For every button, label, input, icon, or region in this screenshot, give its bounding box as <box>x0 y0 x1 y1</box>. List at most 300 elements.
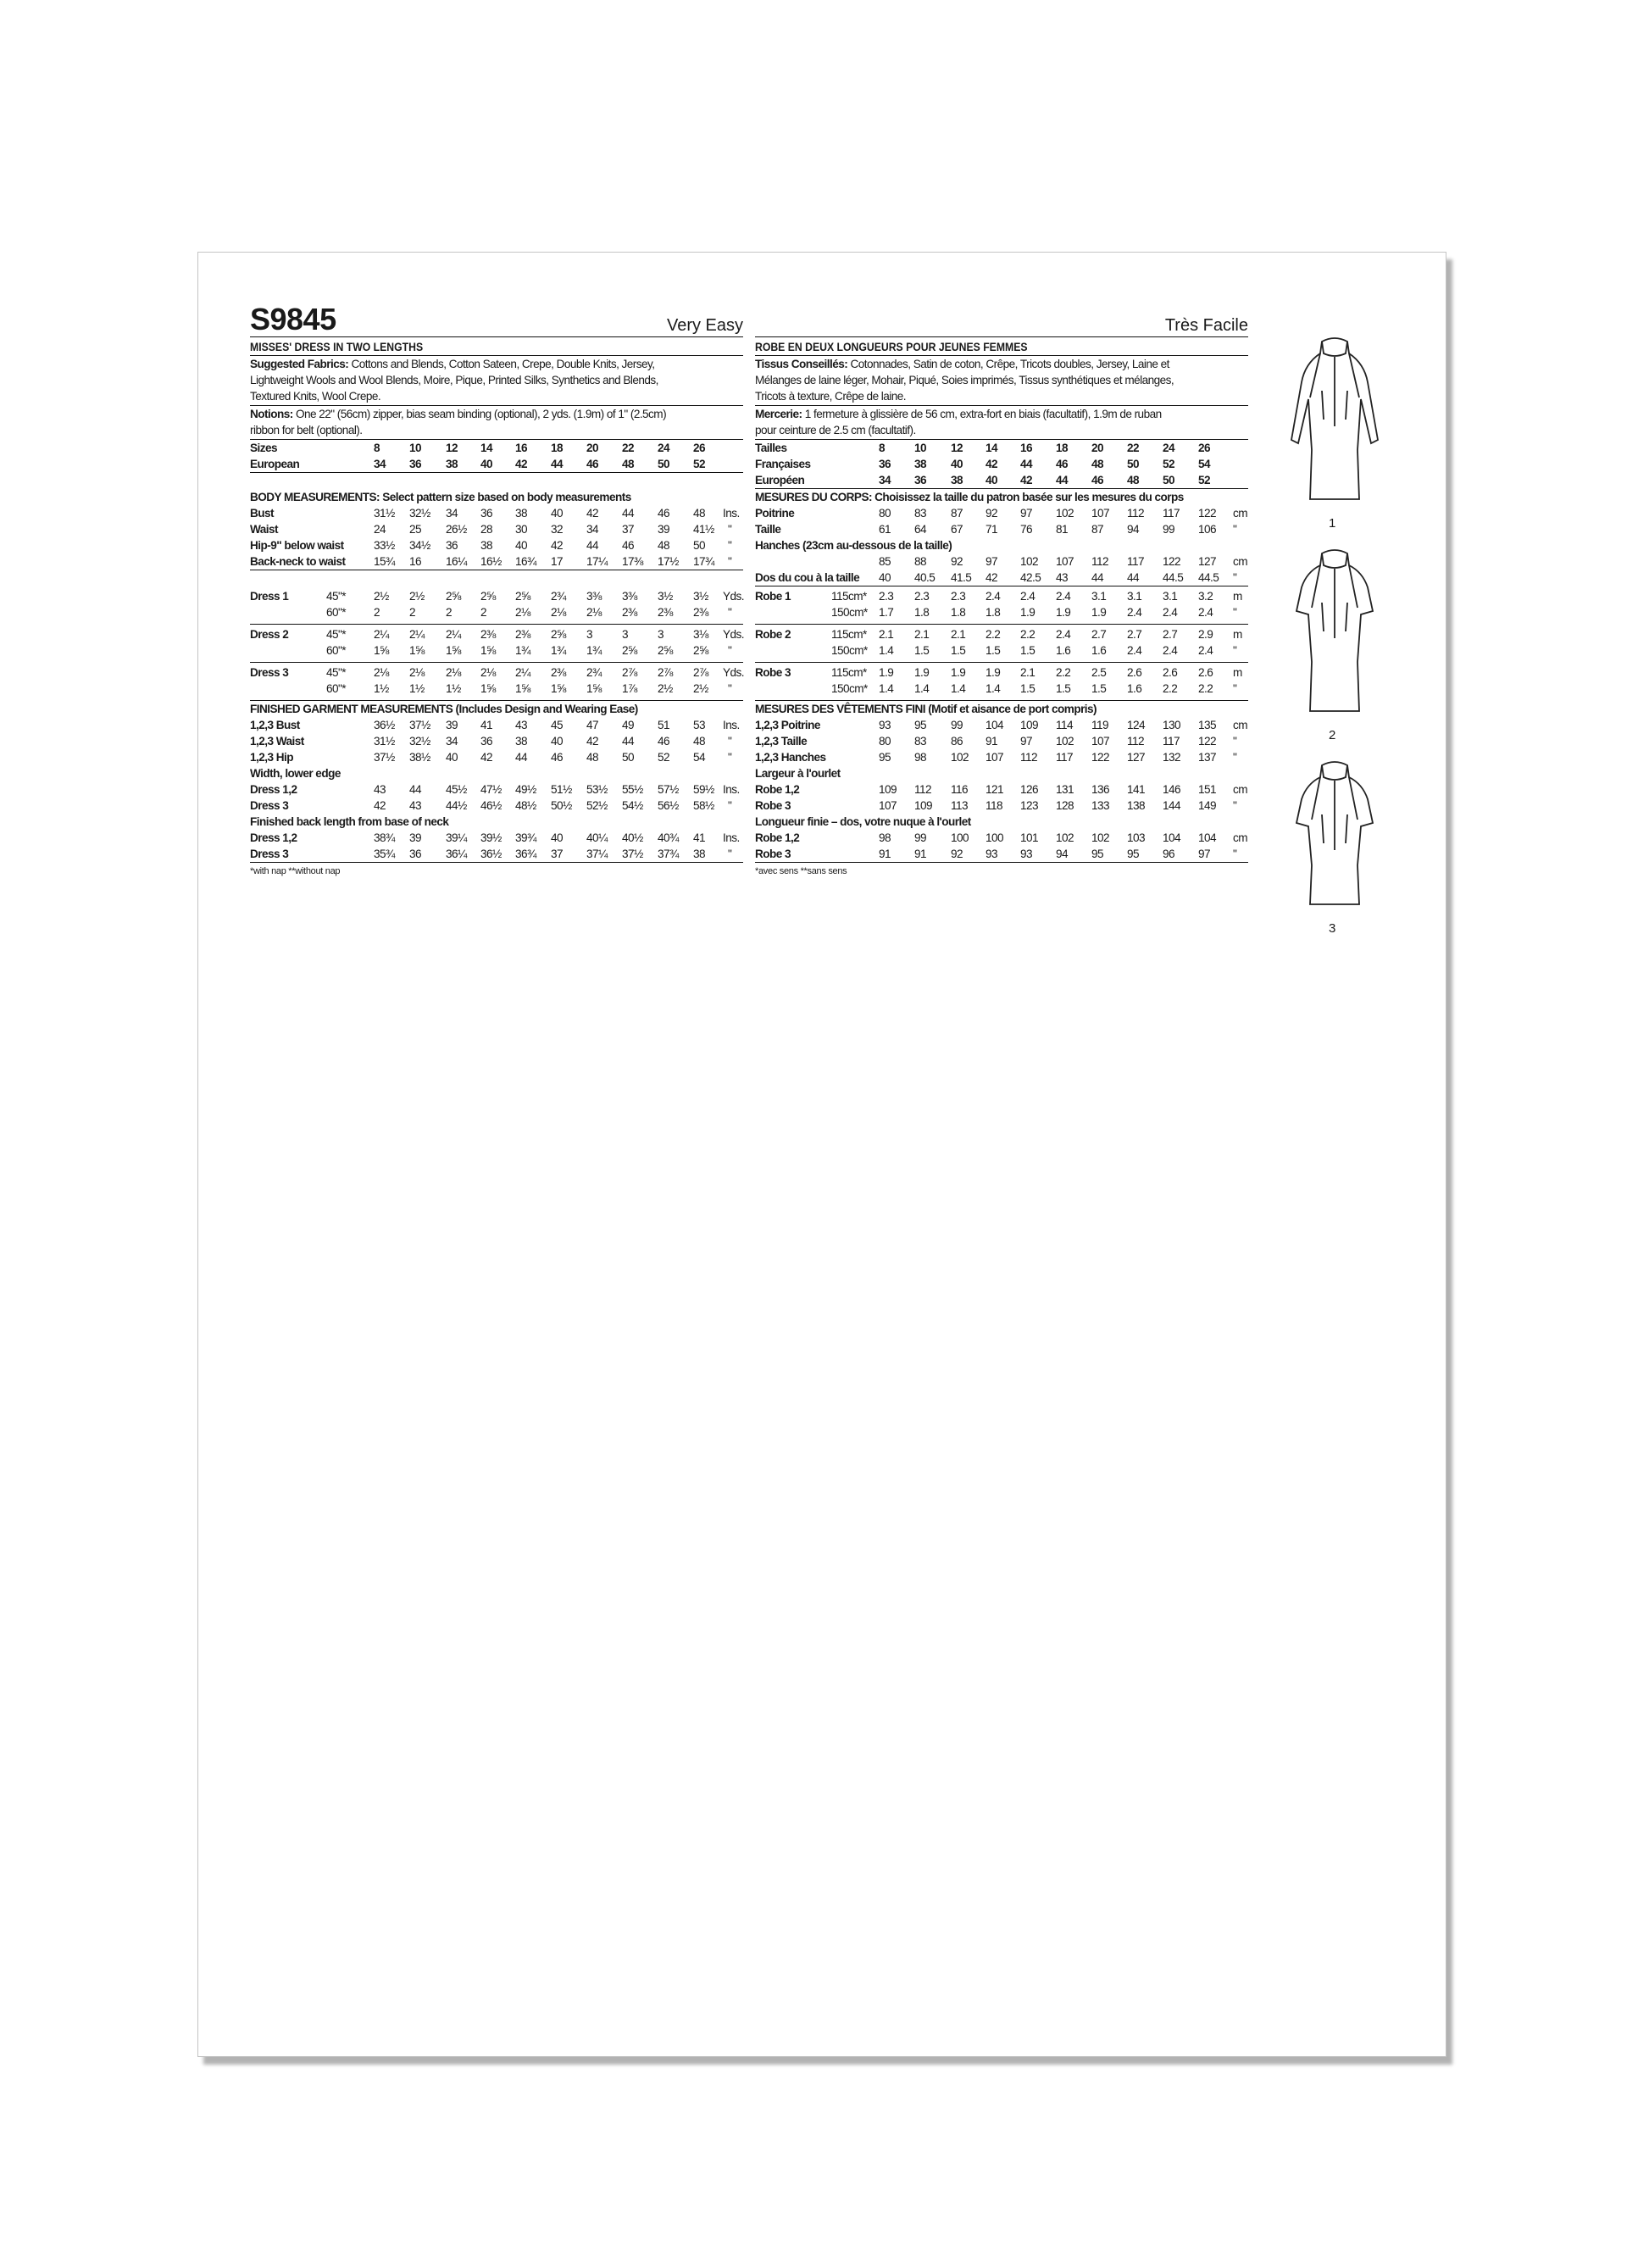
row-label: Hanches (23cm au-dessous de la taille) <box>755 539 952 552</box>
view-2-illustration <box>1273 543 1400 755</box>
size-value-cell: 107 <box>1056 555 1074 568</box>
size-value-cell: 118 <box>986 799 1003 812</box>
size-value-cell: 2.4 <box>986 590 1001 603</box>
yardage-row <box>755 604 1248 620</box>
size-value-cell: 1¾ <box>586 644 602 657</box>
table-row <box>250 765 743 781</box>
table-row <box>755 733 1248 749</box>
yardage-group <box>755 662 1248 700</box>
size-value-cell: 53 <box>693 719 706 731</box>
size-value-cell: 2⅝ <box>480 590 496 603</box>
size-value-cell: 44 <box>515 751 528 764</box>
size-value-cell: 18 <box>551 442 564 454</box>
size-value-cell: 2.6 <box>1127 666 1142 679</box>
size-value-cell: 1.6 <box>1127 682 1142 695</box>
size-value-cell: 95 <box>1127 848 1140 860</box>
size-value-cell: 34 <box>446 507 458 520</box>
notions-paragraph: Notions: One 22" (56cm) zipper, bias seam binding (optional), 2 yds. (1.9m) of 1" (2.5cm) ribbon for belt (optional). <box>250 406 743 440</box>
size-value-cell: 24 <box>658 442 670 454</box>
size-value-cell: 2.3 <box>951 590 966 603</box>
size-value-cell: 86 <box>951 735 963 748</box>
size-value-cell: 8 <box>374 442 380 454</box>
size-value-cell: 3⅛ <box>693 628 708 641</box>
size-value-cell: 2⅛ <box>374 666 389 679</box>
size-value-cell: 3 <box>622 628 629 641</box>
yardage-group <box>755 586 1248 624</box>
size-value-cell: 34½ <box>409 539 430 552</box>
difficulty-label: Very Easy <box>666 316 743 335</box>
size-value-cell: 35¾ <box>374 848 395 860</box>
size-value-cell: 14 <box>986 442 998 454</box>
yardage-row <box>755 642 1248 659</box>
difficulty-label-fr: Très Facile <box>1164 316 1248 335</box>
garment-title: MISSES' DRESS IN TWO LENGTHS <box>250 339 743 356</box>
size-value-cell: 93 <box>986 848 998 860</box>
size-value-cell: 39 <box>409 831 422 844</box>
size-value-cell: 2.2 <box>1198 682 1213 695</box>
size-value-cell: 2 <box>480 606 487 619</box>
size-value-cell: 40 <box>480 458 493 470</box>
size-value-cell: 3.1 <box>1163 590 1178 603</box>
size-value-cell: 38 <box>951 474 963 486</box>
size-value-cell: 94 <box>1056 848 1069 860</box>
size-value-cell: 44.5 <box>1163 571 1184 584</box>
size-value-cell: 46 <box>1091 474 1104 486</box>
row-label: Back-neck to waist <box>250 555 346 568</box>
size-value-cell: 40 <box>879 571 891 584</box>
row-label: 1,2,3 Hip <box>250 751 293 764</box>
size-value-cell: 49 <box>622 719 635 731</box>
size-value-cell: 40½ <box>622 831 643 844</box>
size-value-cell: 92 <box>986 507 998 520</box>
size-value-cell: 39 <box>446 719 458 731</box>
size-value-cell: 1.5 <box>914 644 930 657</box>
table-row <box>755 537 1248 553</box>
size-value-cell: 26½ <box>446 523 467 536</box>
french-header <box>755 303 1248 337</box>
row-label: Robe 2 <box>755 628 791 641</box>
size-value-cell: 2.4 <box>1163 606 1178 619</box>
size-value-cell: 17¾ <box>693 555 714 568</box>
size-value-cell: 14 <box>480 442 493 454</box>
size-value-cell: 1.9 <box>951 666 966 679</box>
size-value-cell: 2¾ <box>551 590 566 603</box>
size-value-cell: 102 <box>1091 831 1110 844</box>
unit-label: " <box>1233 571 1237 584</box>
unit-label: " <box>728 555 732 568</box>
size-value-cell: 1.4 <box>951 682 966 695</box>
table-row <box>250 814 743 830</box>
size-value-cell: 2⅛ <box>480 666 496 679</box>
size-value-cell: 44 <box>1020 458 1033 470</box>
fabric-width-label: 150cm* <box>831 644 868 657</box>
size-value-cell: 46 <box>658 507 670 520</box>
size-value-cell: 2¾ <box>586 666 602 679</box>
row-label: Bust <box>250 507 275 520</box>
table-row <box>250 733 743 749</box>
size-value-cell: 36 <box>480 735 493 748</box>
size-value-cell: 107 <box>1091 735 1110 748</box>
size-value-cell: 2.3 <box>879 590 894 603</box>
size-value-cell: 61 <box>879 523 891 536</box>
size-value-cell: 53½ <box>586 783 608 796</box>
size-value-cell: 95 <box>879 751 891 764</box>
size-value-cell: 15¾ <box>374 555 395 568</box>
yardage-row <box>755 664 1248 681</box>
row-label: Robe 3 <box>755 848 791 860</box>
dress-2-short-sleeve-drawing <box>1288 543 1381 721</box>
yardage-row <box>250 681 743 697</box>
table-header: FINISHED GARMENT MEASUREMENTS (Includes Design and Wearing Ease) <box>250 703 638 715</box>
size-value-cell: 36¼ <box>446 848 467 860</box>
size-value-cell: 88 <box>914 555 927 568</box>
table-row <box>755 830 1248 846</box>
row-label: Dress 3 <box>250 848 289 860</box>
yardage-row <box>250 604 743 620</box>
size-value-cell: 44 <box>622 507 635 520</box>
size-value-cell: 2⅜ <box>658 606 673 619</box>
footnote: *with nap **without nap <box>250 866 341 876</box>
size-value-cell: 50 <box>1163 474 1175 486</box>
size-value-cell: 28 <box>480 523 493 536</box>
size-value-cell: 17¼ <box>586 555 608 568</box>
size-value-cell: 55½ <box>622 783 643 796</box>
size-value-cell: 1⅝ <box>446 644 461 657</box>
size-value-cell: 51½ <box>551 783 572 796</box>
size-value-cell: 97 <box>1020 735 1033 748</box>
unit-label: cm <box>1233 507 1248 520</box>
row-label: Européen <box>755 474 805 486</box>
size-value-cell: 1.9 <box>1020 606 1035 619</box>
size-value-cell: 12 <box>446 442 458 454</box>
yardage-row <box>755 626 1248 642</box>
table-row <box>755 553 1248 570</box>
size-value-cell: 50 <box>693 539 706 552</box>
size-value-cell: 1.9 <box>1091 606 1107 619</box>
size-value-cell: 31½ <box>374 735 395 748</box>
size-value-cell: 116 <box>951 783 969 796</box>
size-value-cell: 41 <box>480 719 493 731</box>
notions-paragraph-fr: Mercerie: 1 fermeture à glissière de 56 cm, extra-fort en biais (facultatif), 1.9m de ruban pour ceinture de 2.5 cm (facultatif). <box>755 406 1248 440</box>
table-row <box>755 765 1248 781</box>
yardage-row <box>755 588 1248 604</box>
size-value-cell: 2¼ <box>446 628 461 641</box>
size-value-cell: 2.2 <box>1056 666 1071 679</box>
size-value-cell: 36½ <box>480 848 502 860</box>
size-value-cell: 1⅝ <box>409 644 425 657</box>
row-label: 1,2,3 Taille <box>755 735 808 748</box>
size-value-cell: 132 <box>1163 751 1181 764</box>
size-value-cell: 2⅝ <box>658 644 673 657</box>
size-value-cell: 52 <box>693 458 706 470</box>
size-value-cell: 30 <box>515 523 528 536</box>
unit-label: " <box>728 848 732 860</box>
size-value-cell: 109 <box>879 783 897 796</box>
size-value-cell: 48 <box>1091 458 1104 470</box>
garment-title-fr: ROBE EN DEUX LONGUEURS POUR JEUNES FEMMES <box>755 339 1248 356</box>
size-value-cell: 46 <box>1056 458 1069 470</box>
size-value-cell: 16½ <box>480 555 502 568</box>
english-header <box>250 303 743 337</box>
size-value-cell: 2.4 <box>1056 590 1071 603</box>
size-value-cell: 31½ <box>374 507 395 520</box>
size-value-cell: 2.6 <box>1198 666 1213 679</box>
size-value-cell: 42 <box>374 799 386 812</box>
size-value-cell: 104 <box>1198 831 1217 844</box>
unit-label: " <box>728 606 732 619</box>
row-label: 1,2,3 Bust <box>250 719 300 731</box>
size-value-cell: 50 <box>658 458 670 470</box>
size-value-cell: 40 <box>986 474 998 486</box>
size-value-cell: 107 <box>1091 507 1110 520</box>
size-value-cell: 36 <box>409 458 422 470</box>
size-value-cell: 1.7 <box>879 606 894 619</box>
size-value-cell: 44 <box>1127 571 1140 584</box>
size-value-cell: 37 <box>622 523 635 536</box>
size-value-cell: 103 <box>1127 831 1146 844</box>
pattern-number: S9845 <box>250 302 336 336</box>
size-value-cell: 126 <box>1020 783 1039 796</box>
row-label: Dress 2 <box>250 628 289 641</box>
size-value-cell: 34 <box>374 458 386 470</box>
size-value-cell: 1.8 <box>951 606 966 619</box>
size-value-cell: 38¾ <box>374 831 395 844</box>
table-row <box>250 553 743 570</box>
size-value-cell: 127 <box>1198 555 1217 568</box>
size-value-cell: 43 <box>409 799 422 812</box>
size-value-cell: 2.4 <box>1198 644 1213 657</box>
row-label: Taille <box>755 523 781 536</box>
size-value-cell: 99 <box>914 831 927 844</box>
table-row <box>250 846 743 862</box>
size-value-cell: 3½ <box>693 590 708 603</box>
row-label: Waist <box>250 523 278 536</box>
size-value-cell: 3.2 <box>1198 590 1213 603</box>
size-value-cell: 44 <box>551 458 564 470</box>
size-value-cell: 95 <box>1091 848 1104 860</box>
size-value-cell: 85 <box>879 555 891 568</box>
size-value-cell: 2.3 <box>914 590 930 603</box>
size-value-cell: 2⅛ <box>409 666 425 679</box>
size-value-cell: 1.4 <box>986 682 1001 695</box>
row-label: Dress 3 <box>250 799 289 812</box>
size-value-cell: 102 <box>1056 831 1074 844</box>
size-value-cell: 1⅝ <box>374 644 389 657</box>
table-header: MESURES DES VÊTEMENTS FINI (Motif et aisance de port compris) <box>755 703 1097 715</box>
table-row <box>755 570 1248 586</box>
size-value-cell: 51 <box>658 719 670 731</box>
size-value-cell: 49½ <box>515 783 536 796</box>
size-value-cell: 146 <box>1163 783 1181 796</box>
size-value-cell: 1⅝ <box>551 682 566 695</box>
size-value-cell: 44 <box>1091 571 1104 584</box>
row-label: Robe 1 <box>755 590 791 603</box>
size-value-cell: 136 <box>1091 783 1110 796</box>
size-value-cell: 1.5 <box>986 644 1001 657</box>
size-value-cell: 36 <box>446 539 458 552</box>
size-value-cell: 112 <box>1127 735 1145 748</box>
row-label: Robe 1,2 <box>755 783 800 796</box>
size-value-cell: 2.2 <box>1163 682 1178 695</box>
table-row <box>250 537 743 553</box>
size-value-cell: 3 <box>658 628 664 641</box>
size-value-cell: 42 <box>586 735 599 748</box>
size-value-cell: 24 <box>374 523 386 536</box>
table-row <box>250 781 743 798</box>
fabric-width-label: 45"* <box>326 590 347 603</box>
size-value-cell: 107 <box>986 751 1004 764</box>
row-label: 1,2,3 Waist <box>250 735 304 748</box>
size-value-cell: 1.5 <box>1020 644 1035 657</box>
fabric-width-label: 115cm* <box>831 628 867 641</box>
size-value-cell: 135 <box>1198 719 1217 731</box>
size-value-cell: 2⅛ <box>586 606 602 619</box>
size-value-cell: 40 <box>551 831 564 844</box>
size-value-cell: 1.9 <box>986 666 1001 679</box>
size-value-cell: 97 <box>1020 507 1033 520</box>
size-value-cell: 59½ <box>693 783 714 796</box>
size-value-cell: 37½ <box>374 751 395 764</box>
unit-label: cm <box>1233 555 1248 568</box>
size-value-cell: 2 <box>374 606 380 619</box>
fabrics-paragraph-fr: Tissus Conseillés: Cotonnades, Satin de coton, Crêpe, Tricots doubles, Jersey, Laine et Mélanges de laine léger, Mohair, Piqué, Soies imprimés, Tissus synthétiques et mélanges, Tricots à texture, Crêpe de laine. <box>755 356 1248 406</box>
unit-label: Ins. <box>723 719 740 731</box>
size-value-cell: 3½ <box>658 590 673 603</box>
size-value-cell: 106 <box>1198 523 1217 536</box>
table-row <box>755 505 1248 521</box>
footnote-fr: *avec sens **sans sens <box>755 866 847 876</box>
table-row <box>250 749 743 765</box>
unit-label: Yds. <box>723 666 745 679</box>
size-value-cell: 2.4 <box>1198 606 1213 619</box>
size-value-cell: 36¾ <box>515 848 536 860</box>
size-value-cell: 1½ <box>409 682 425 695</box>
table-row <box>250 456 743 472</box>
size-value-cell: 40¼ <box>586 831 608 844</box>
size-value-cell: 67 <box>951 523 963 536</box>
size-value-cell: 2⅝ <box>693 644 708 657</box>
size-value-cell: 2⅞ <box>693 666 708 679</box>
unit-label: " <box>728 523 732 536</box>
size-value-cell: 2.4 <box>1020 590 1035 603</box>
size-value-cell: 44 <box>622 735 635 748</box>
size-value-cell: 3⅜ <box>586 590 602 603</box>
size-value-cell: 42 <box>986 571 998 584</box>
size-value-cell: 50 <box>622 751 635 764</box>
table-row <box>755 846 1248 862</box>
size-value-cell: 52 <box>1198 474 1211 486</box>
size-value-cell: 48 <box>622 458 635 470</box>
size-value-cell: 123 <box>1020 799 1039 812</box>
size-value-cell: 96 <box>1163 848 1175 860</box>
size-value-cell: 1.9 <box>914 666 930 679</box>
size-value-cell: 2¼ <box>409 628 425 641</box>
size-value-cell: 2.5 <box>1091 666 1107 679</box>
size-value-cell: 102 <box>1020 555 1039 568</box>
size-value-cell: 99 <box>951 719 963 731</box>
size-value-cell: 149 <box>1198 799 1217 812</box>
size-value-cell: 1.5 <box>1020 682 1035 695</box>
size-value-cell: 2.4 <box>1163 644 1178 657</box>
row-label: Dress 1,2 <box>250 831 297 844</box>
table-header: BODY MEASUREMENTS: Select pattern size based on body measurements <box>250 491 631 503</box>
table-row <box>755 521 1248 537</box>
yardage-group <box>250 624 743 662</box>
unit-label: Ins. <box>723 783 740 796</box>
size-value-cell: 104 <box>1163 831 1181 844</box>
size-value-cell: 131 <box>1056 783 1074 796</box>
size-value-cell: 2.4 <box>1127 606 1142 619</box>
size-value-cell: 37½ <box>622 848 643 860</box>
table-row <box>250 440 743 456</box>
row-label: Tailles <box>755 442 787 454</box>
yardage-row <box>250 642 743 659</box>
fabric-width-label: 115cm* <box>831 666 867 679</box>
size-value-cell: 1.6 <box>1056 644 1071 657</box>
size-value-cell: 1⅝ <box>480 644 496 657</box>
size-value-cell: 32½ <box>409 735 430 748</box>
table-row <box>250 521 743 537</box>
size-value-cell: 1.4 <box>879 644 894 657</box>
size-value-cell: 41½ <box>693 523 714 536</box>
size-value-cell: 39 <box>658 523 670 536</box>
unit-label: cm <box>1233 783 1248 796</box>
size-value-cell: 2.4 <box>1127 644 1142 657</box>
size-value-cell: 20 <box>586 442 599 454</box>
row-label: Longueur finie – dos, votre nuque à l'ourlet <box>755 815 971 828</box>
size-value-cell: 37½ <box>409 719 430 731</box>
size-value-cell: 34 <box>446 735 458 748</box>
size-value-cell: 2⅝ <box>551 628 566 641</box>
sizes-table <box>250 440 743 473</box>
size-value-cell: 2⅛ <box>515 606 530 619</box>
size-value-cell: 2.6 <box>1163 666 1178 679</box>
size-value-cell: 2⅞ <box>658 666 673 679</box>
unit-label: " <box>1233 799 1237 812</box>
view-illustrations <box>1273 331 1400 967</box>
size-value-cell: 45½ <box>446 783 467 796</box>
size-value-cell: 42 <box>586 507 599 520</box>
yardage-table-fr <box>755 586 1248 701</box>
size-value-cell: 20 <box>1091 442 1104 454</box>
size-value-cell: 18 <box>1056 442 1069 454</box>
size-value-cell: 8 <box>879 442 886 454</box>
size-value-cell: 32½ <box>409 507 430 520</box>
fabric-width-label: 150cm* <box>831 682 868 695</box>
row-label: Dress 1,2 <box>250 783 297 796</box>
size-value-cell: 48 <box>1127 474 1140 486</box>
fabric-width-label: 45"* <box>326 666 347 679</box>
yardage-table <box>250 586 743 701</box>
size-value-cell: 44 <box>409 783 422 796</box>
size-value-cell: 133 <box>1091 799 1110 812</box>
size-value-cell: 144 <box>1163 799 1181 812</box>
row-label: Hip-9" below waist <box>250 539 344 552</box>
unit-label: " <box>728 682 732 695</box>
size-value-cell: 80 <box>879 507 891 520</box>
size-value-cell: 2⅛ <box>446 666 461 679</box>
english-column <box>250 303 743 876</box>
fabric-width-label: 150cm* <box>831 606 868 619</box>
unit-label: " <box>1233 751 1237 764</box>
size-value-cell: 2 <box>446 606 453 619</box>
size-value-cell: 107 <box>879 799 897 812</box>
row-label: Dress 1 <box>250 590 289 603</box>
size-value-cell: 10 <box>914 442 927 454</box>
unit-label: " <box>1233 644 1237 657</box>
size-value-cell: 2.2 <box>986 628 1001 641</box>
pattern-back-sheet <box>197 252 1446 2057</box>
